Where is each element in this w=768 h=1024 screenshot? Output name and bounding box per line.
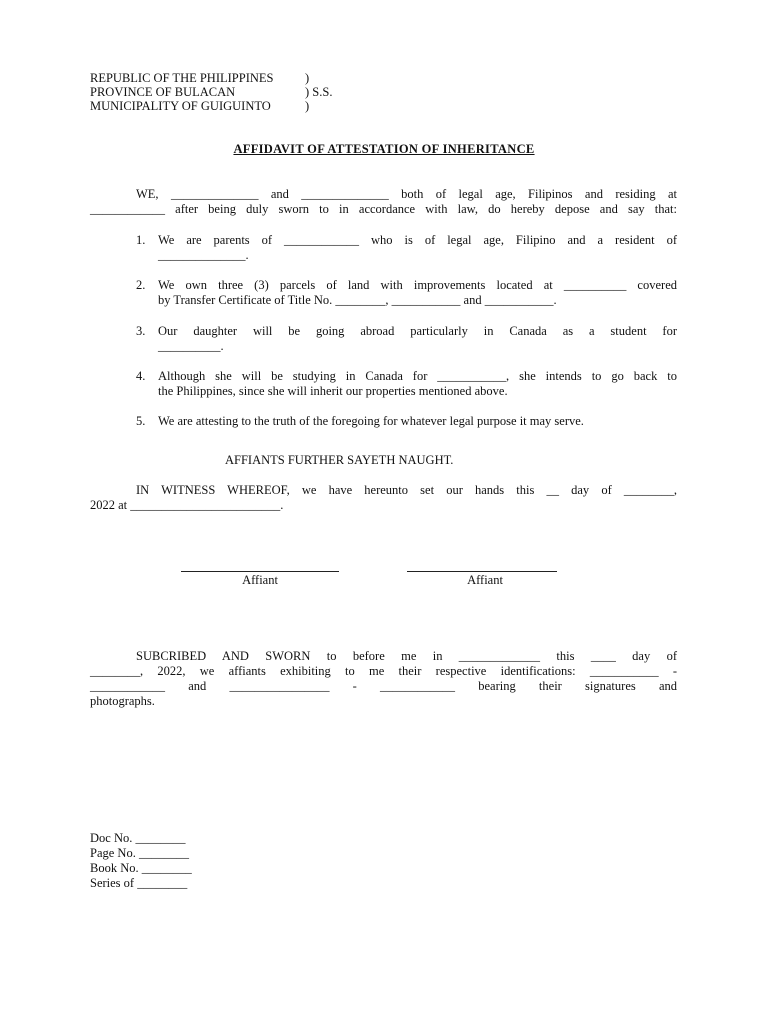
- item-text-line-1: Although she will be studying in Canada for ___________, she intends to go back to: [158, 369, 677, 383]
- caption-municipality: MUNICIPALITY OF GUIGUINTO: [90, 99, 271, 113]
- notary-series-of: Series of ________: [90, 876, 188, 890]
- item-number: 2.: [136, 278, 146, 292]
- caption-republic: REPUBLIC OF THE PHILIPPINES: [90, 71, 274, 85]
- affiant-signature-line-right: [407, 571, 557, 572]
- jurat-line-3: ____________ and ________________ - ____________ bearing their signatures and: [90, 679, 677, 693]
- item-number: 4.: [136, 369, 146, 383]
- item-text-line-1: We are parents of ____________ who is of legal age, Filipino and a resident of: [158, 233, 677, 247]
- jurat-line-1: SUBCRIBED AND SWORN to before me in _____________ this ____ day of: [136, 649, 677, 663]
- item-text-line-2: by Transfer Certificate of Title No. ________, ___________ and ___________.: [158, 293, 557, 307]
- caption-republic-bracket: ): [305, 71, 310, 85]
- affiant-label-right: Affiant: [467, 573, 503, 587]
- jurat-line-4: photographs.: [90, 694, 155, 708]
- notary-doc-no: Doc No. ________: [90, 831, 186, 845]
- witness-line-1: IN WITNESS WHEREOF, we have hereunto set our hands this __ day of ________,: [136, 483, 677, 497]
- item-number: 5.: [136, 414, 146, 428]
- caption-province-ss: ) S.S.: [305, 85, 333, 99]
- notary-book-no: Book No. ________: [90, 861, 192, 875]
- intro-line-1: WE, ______________ and ______________ both of legal age, Filipinos and residing at: [136, 187, 677, 201]
- item-number: 3.: [136, 324, 146, 338]
- further-sayeth-naught: AFFIANTS FURTHER SAYETH NAUGHT.: [225, 453, 454, 467]
- item-text-line-1: We are attesting to the truth of the foregoing for whatever legal purpose it may serve.: [158, 414, 584, 428]
- witness-line-2: 2022 at ________________________.: [90, 498, 284, 512]
- affiant-label-left: Affiant: [242, 573, 278, 587]
- intro-line-2: ____________ after being duly sworn to in accordance with law, do hereby depose and say that:: [90, 202, 677, 216]
- notary-page-no: Page No. ________: [90, 846, 189, 860]
- caption-municipality-bracket: ): [305, 99, 310, 113]
- jurat-line-2: ________, 2022, we affiants exhibiting to me their respective identifications: ___________ -: [90, 664, 677, 678]
- caption-province: PROVINCE OF BULACAN: [90, 85, 236, 99]
- item-text-line-1: Our daughter will be going abroad particularly in Canada as a student for: [158, 324, 677, 338]
- item-number: 1.: [136, 233, 146, 247]
- item-text-line-1: We own three (3) parcels of land with improvements located at __________ covered: [158, 278, 677, 292]
- document-title: AFFIDAVIT OF ATTESTATION OF INHERITANCE: [233, 142, 535, 156]
- item-text-line-2: __________.: [158, 339, 224, 353]
- affiant-signature-line-left: [181, 571, 339, 572]
- item-text-line-2: the Philippines, since she will inherit our properties mentioned above.: [158, 384, 508, 398]
- item-text-line-2: ______________.: [158, 248, 249, 262]
